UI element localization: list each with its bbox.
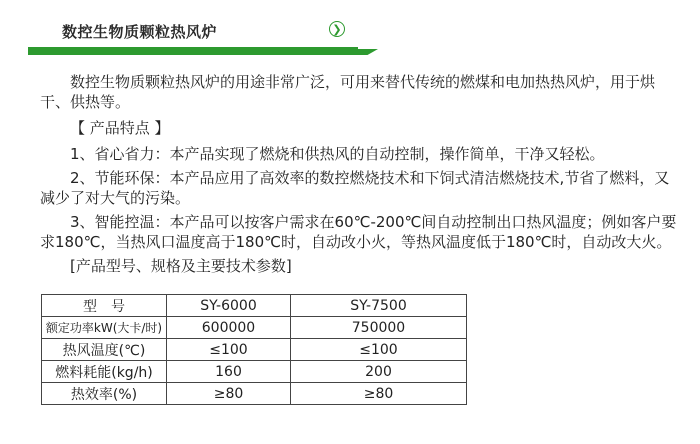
table-cell: 600000 (167, 317, 291, 339)
table-row (42, 339, 467, 361)
chevron-right-circle-icon[interactable]: ❯ (329, 21, 345, 37)
table-row (42, 317, 467, 339)
table-cell-label: 热效率(%) (42, 383, 167, 405)
table-row (42, 361, 467, 383)
table-cell-label: 燃料耗能(kg/h) (42, 361, 167, 383)
table-header-cell: SY-7500 (291, 295, 467, 317)
feature-item-2: 2、节能环保：本产品应用了高效率的数控燃烧技术和下饲式清洁燃烧技术,节省了燃料，又减少了对大气的污染。 (40, 169, 670, 207)
table-header-cell: SY-6000 (167, 295, 291, 317)
table-cell: ≥80 (167, 383, 291, 405)
table-cell: ≥80 (291, 383, 467, 405)
main-content (40, 72, 680, 282)
features-heading: 【 产品特点 】 (70, 119, 170, 137)
table-header-row (42, 295, 467, 317)
intro-paragraph: 数控生物质颗粒热风炉的用途非常广泛，可用来替代传统的燃煤和电加热热风炉，用于烘干、供热等。 (40, 73, 656, 111)
table-cell: 200 (291, 361, 467, 383)
table-cell: 750000 (291, 317, 467, 339)
page-header (0, 0, 700, 60)
table-cell-label: 额定功率kW(大卡/时) (42, 317, 167, 339)
header-divider-thick (28, 49, 378, 55)
table-cell: ≤100 (291, 339, 467, 361)
spec-table (41, 294, 467, 405)
spec-heading: [产品型号、规格及主要技术参数] (70, 257, 292, 275)
feature-item-1: 1、省心省力：本产品实现了燃烧和供热风的自动控制，操作简单，干净又轻松。 (70, 145, 605, 163)
table-cell: ≤100 (167, 339, 291, 361)
table-header-cell: 型 号 (42, 295, 167, 317)
header-divider-thin (28, 47, 358, 49)
table-cell: 160 (167, 361, 291, 383)
table-cell-label: 热风温度(℃) (42, 339, 167, 361)
table-row (42, 383, 467, 405)
page-title: 数控生物质颗粒热风炉 (62, 23, 218, 41)
feature-item-3: 3、智能控温：本产品可以按客户需求在60℃-200℃间自动控制出口热风温度；例如客户要求180℃，当热风口温度高于180℃时，自动改小火，等热风温度低于180℃时，自动改大火。 (40, 213, 677, 251)
